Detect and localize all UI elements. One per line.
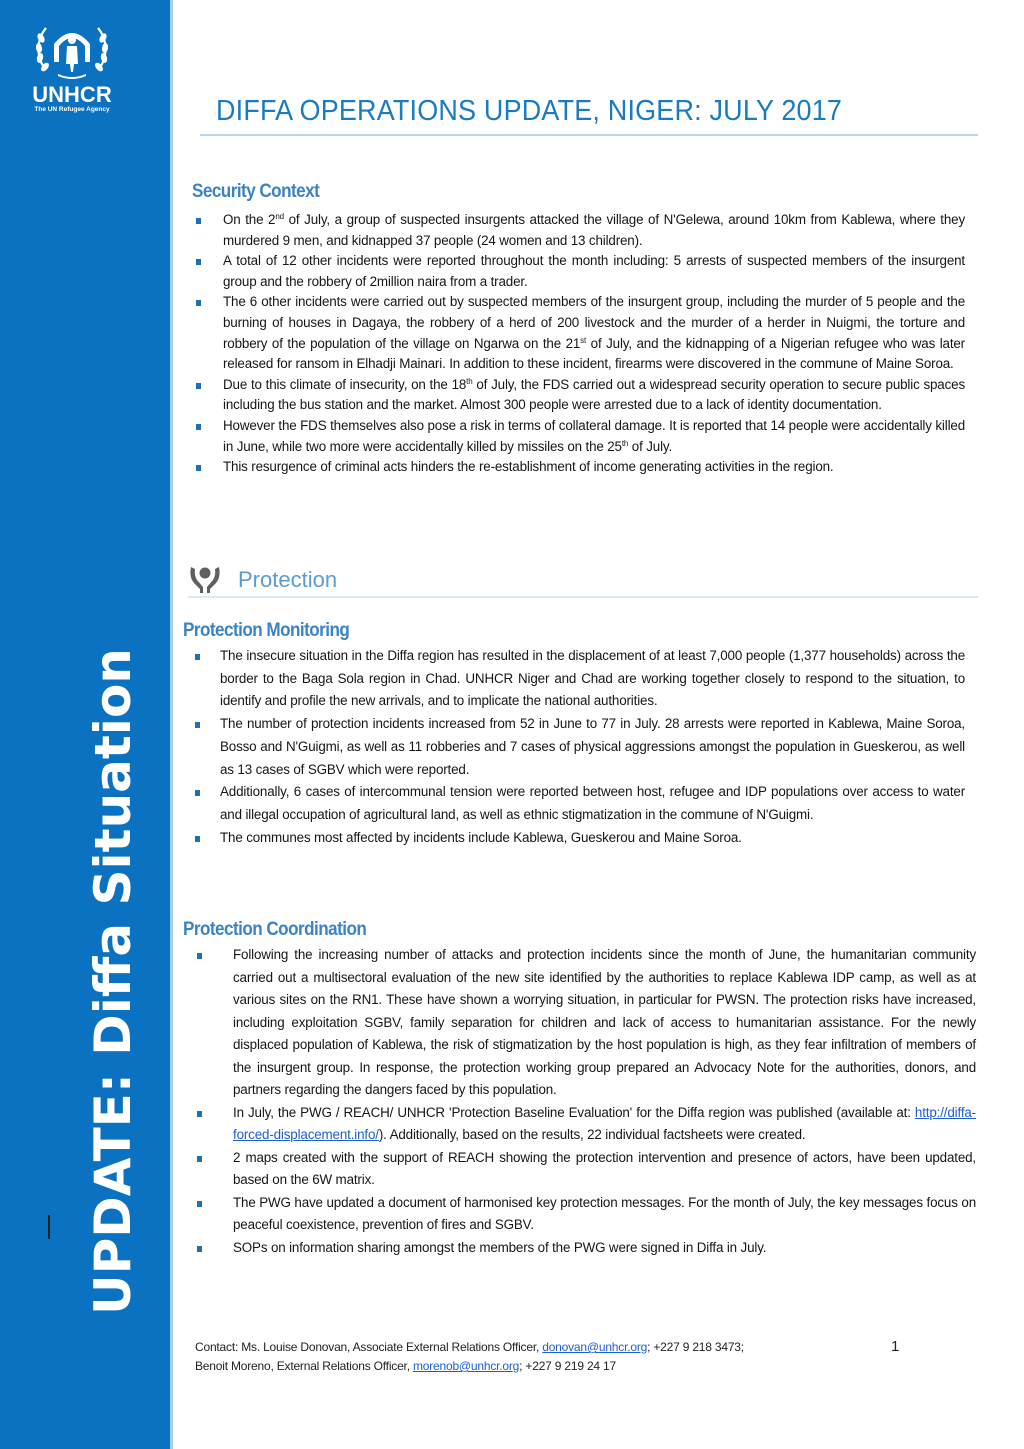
unhcr-logo	[22, 18, 122, 118]
bullet-marker	[196, 465, 201, 471]
protection-hands-icon	[188, 565, 222, 598]
list-item: In July, the PWG / REACH/ UNHCR 'Protection Baseline Evaluation' for the Diffa region was published (available at: http://diffa-forced-displacement.info/). Additionally, based on the results, 22 individual factsheets were created.	[233, 1102, 976, 1147]
bullet-marker	[196, 424, 201, 430]
list-item: The communes most affected by incidents include Kablewa, Gueskerou and Maine Soroa.	[220, 827, 965, 850]
bullet-marker	[197, 1246, 202, 1252]
page-title: DIFFA OPERATIONS UPDATE, NIGER: JULY 2017	[216, 95, 843, 127]
bullet-marker	[195, 722, 200, 728]
protection-coordination-list	[233, 944, 976, 1259]
protection-divider	[188, 596, 978, 598]
list-item: A total of 12 other incidents were reported throughout the month including: 5 arrests of suspected members of the insurgent group and the robbery of 2million naira from a trader.	[223, 251, 965, 292]
contact-line-2: Benoit Moreno, External Relations Officer, morenob@unhcr.org; +227 9 219 24 17	[195, 1359, 616, 1373]
contact-line-1: Contact: Ms. Louise Donovan, Associate External Relations Officer, donovan@unhcr.org; +227 9 218 3473;	[195, 1340, 744, 1354]
moreno-email-link[interactable]: morenob@unhcr.org	[412, 1359, 520, 1373]
list-item: However the FDS themselves also pose a risk in terms of collateral damage. It is reported that 14 people were accidentally killed in June, while two more were accidentally killed by missiles on the 25th of July.	[223, 416, 965, 457]
list-item: 2 maps created with the support of REACH showing the protection intervention and presence of actors, have been updated, based on the 6W matrix.	[233, 1147, 976, 1192]
bullet-marker	[196, 300, 201, 306]
sidebar-band	[0, 0, 170, 1449]
protection-monitoring-list	[220, 645, 965, 849]
protection-monitoring-heading: Protection Monitoring	[183, 620, 350, 641]
text-cursor-mark	[48, 1215, 50, 1239]
donovan-email-link[interactable]: donovan@unhcr.org	[542, 1340, 648, 1354]
list-item: Following the increasing number of attacks and protection incidents since the month of June, the humanitarian community carried out a multisectoral evaluation of the new site identified by the authorities to replace Kablewa IDP camp, as well as at various sites on the RN1. These have shown a worrying situation, in particular for PWSN. The protection risks have increased, including exploitation SGBV, family separation for children and lack of access to humanitarian assistance. For the newly displaced population of Kablewa, the risk of stigmatization by the host population is high, as they fear infiltration of members of the insurgent group. In response, the protection working group prepared an Advocacy Note for the authorities, donors, and partners regarding the dangers faced by this population.	[233, 944, 976, 1102]
unhcr-tagline: The UN Refugee Agency	[34, 106, 110, 113]
contact-footer	[195, 1338, 744, 1376]
list-item: Due to this climate of insecurity, on the 18th of July, the FDS carried out a widespread security operation to secure public spaces including the bus station and the market. Almost 300 people were arrested due to a lack of identity documentation.	[223, 375, 965, 416]
unhcr-wordmark: UNHCR	[32, 82, 112, 107]
protection-coordination-heading: Protection Coordination	[183, 919, 367, 940]
sidebar-edge-divider	[170, 0, 173, 1449]
title-divider	[200, 134, 978, 136]
unhcr-emblem-icon	[32, 18, 112, 82]
diffa-displacement-link[interactable]: http://diffa-forced-displacement.info/	[233, 1104, 976, 1142]
bullet-marker	[195, 836, 200, 842]
list-item: The PWG have updated a document of harmonised key protection messages. For the month of July, the key messages focus on peaceful coexistence, prevention of fires and SGBV.	[233, 1192, 976, 1237]
bullet-marker	[197, 1201, 202, 1207]
list-item: On the 2nd of July, a group of suspected insurgents attacked the village of N'Gelewa, around 10km from Kablewa, where they murdered 9 men, and kidnapped 37 people (24 women and 13 children).	[223, 210, 965, 251]
list-item: Additionally, 6 cases of intercommunal tension were reported between host, refugee and IDP populations over access to water and illegal occupation of agricultural land, as well as ethnic stigmatization in the commune of N'Guigmi.	[220, 781, 965, 826]
protection-band-label: Protection	[238, 567, 338, 592]
bullet-marker	[195, 790, 200, 796]
security-context-heading: Security Context	[192, 181, 320, 202]
protection-section-band	[188, 563, 978, 597]
bullet-marker	[196, 259, 201, 265]
list-item: SOPs on information sharing amongst the members of the PWG were signed in Diffa in July.	[233, 1237, 976, 1260]
bullet-marker	[197, 953, 202, 959]
page-number: 1	[891, 1338, 900, 1355]
bullet-marker	[196, 218, 201, 224]
bullet-marker	[196, 383, 201, 389]
list-item: The 6 other incidents were carried out by suspected members of the insurgent group, including the murder of 5 people and the burning of houses in Dagaya, the robbery of a herd of 200 livestock and the murder of a herder in Nuigmi, the torture and robbery of the population of the village on Ngarwa on the 21st of July, and the kidnapping of a Nigerian refugee who was later released for ransom in Elhadji Mainari. In addition to these incident, firearms were discovered in the commune of Maine Soroa.	[223, 292, 965, 374]
list-item: The number of protection incidents increased from 52 in June to 77 in July. 28 arrests were reported in Kablewa, Maine Soroa, Bosso and N'Guigmi, as well as 11 robberies and 7 cases of physical aggressions amongst the population in Gueskerou, as well as 13 cases of SGBV which were reported.	[220, 713, 965, 781]
security-context-list	[223, 210, 965, 478]
bullet-marker	[197, 1111, 202, 1117]
list-item: The insecure situation in the Diffa region has resulted in the displacement of at least 7,000 people (1,377 households) across the border to the Baga Sola region in Chad. UNHCR Niger and Chad are working together closely to respond to the situation, to identify and profile the new arrivals, and to implicate the national authorities.	[220, 645, 965, 713]
bullet-marker	[197, 1156, 202, 1162]
list-item: This resurgence of criminal acts hinders the re-establishment of income generating activities in the region.	[223, 457, 965, 478]
vertical-update-title: UPDATE: Diffa Situation	[84, 648, 142, 1315]
bullet-marker	[195, 654, 200, 660]
